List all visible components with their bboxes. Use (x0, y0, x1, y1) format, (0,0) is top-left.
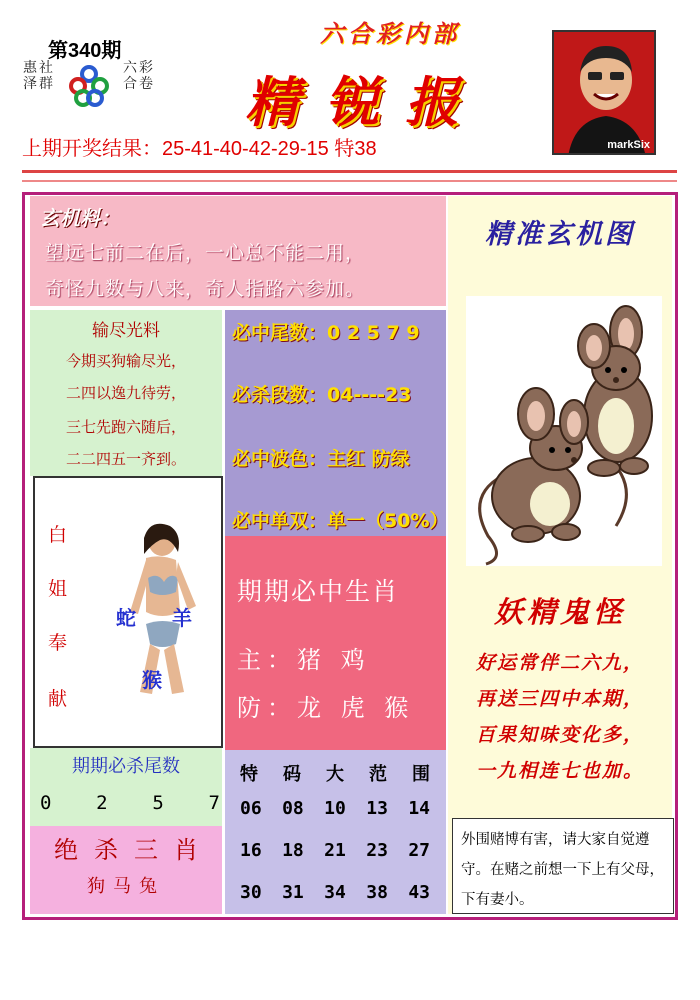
special-number: 06 (240, 798, 262, 819)
gift-char-1: 白 (48, 524, 68, 546)
tail-kill-number: 0 (40, 792, 52, 814)
kill-three-title: 绝杀三肖 (54, 836, 214, 864)
puzzle-picture (466, 296, 662, 566)
pick-segment: 必杀段数：04----23 (232, 384, 412, 406)
special-number: 21 (324, 840, 346, 861)
zodiac-main: 主：猪 鸡 (237, 646, 371, 674)
gift-char-3: 奉 (48, 632, 68, 654)
puzzle-picture-title: 精准玄机图 (485, 219, 635, 250)
logo-text-left-1: 惠泽 (23, 60, 37, 92)
tail-kill-title: 期期必杀尾数 (72, 756, 180, 777)
tail-kill-number: 2 (96, 792, 108, 814)
lose-all-line-4: 二二四五一齐到。 (65, 450, 186, 468)
portrait-icon (554, 32, 656, 155)
header-char: 特 (240, 764, 258, 785)
special-number: 38 (366, 882, 388, 903)
pick-odd-even: 必中单双：单一（50%） (232, 510, 449, 532)
lose-all-line-2: 二四以逸九待劳， (65, 384, 186, 402)
special-number: 27 (408, 840, 430, 861)
special-number: 16 (240, 840, 262, 861)
tail-kill-number: 5 (152, 792, 164, 814)
puzzle-line-3: 百果知味变化多， (475, 724, 644, 746)
riddle-line-2: 奇怪九数与八来，奇人指路六参加。 (45, 278, 366, 300)
zodiac-guard: 防：龙 虎 猴 (237, 694, 415, 722)
special-number: 13 (366, 798, 388, 819)
tail-kill-number: 7 (208, 792, 220, 814)
special-range-header (240, 760, 430, 786)
lose-all-line-1: 今期买狗输尽光， (65, 352, 186, 370)
divider-bottom (22, 180, 677, 182)
header-char: 大 (326, 764, 344, 785)
special-number: 31 (282, 882, 304, 903)
special-number: 34 (324, 882, 346, 903)
riddle-label: 玄机料： (40, 206, 120, 230)
gift-zodiac-1: 蛇 (116, 606, 136, 630)
special-number: 10 (324, 798, 346, 819)
divider-top (22, 170, 677, 173)
special-number: 08 (282, 798, 304, 819)
header-char: 码 (283, 764, 301, 785)
gambling-notice: 外围赌博有害，请大家自觉遵守。在赌之前想一下上有父母，下有妻小。 (452, 818, 674, 914)
header-char: 范 (369, 764, 387, 785)
special-row (240, 798, 430, 819)
puzzle-line-4: 一九相连七也加。 (475, 760, 644, 782)
special-number: 30 (240, 882, 262, 903)
special-number: 18 (282, 840, 304, 861)
host-photo (552, 30, 656, 155)
special-row (240, 882, 430, 903)
issue-number: 第340期 (48, 40, 122, 62)
tail-kill-numbers (40, 792, 220, 814)
logo-text-right-2: 彩卷 (139, 60, 153, 92)
mice-icon (466, 296, 662, 566)
logo-text-left-2: 社群 (39, 60, 53, 92)
gift-zodiac-2: 羊 (172, 606, 192, 630)
lottery-balls-icon (67, 64, 111, 108)
main-title: 精锐报 (245, 70, 485, 134)
lose-all-title: 输尽光料 (92, 321, 160, 341)
last-result: 上期开奖结果：25-41-40-42-29-15 特38 (22, 138, 377, 160)
special-row (240, 840, 430, 861)
photo-label: markSix (607, 139, 650, 151)
gift-char-2: 姐 (48, 578, 68, 600)
pick-tail: 必中尾数：0 2 5 7 9 (232, 322, 420, 344)
puzzle-subtitle: 妖精鬼怪 (493, 595, 626, 629)
puzzle-line-1: 好运常伴二六九， (475, 652, 644, 674)
special-number: 14 (408, 798, 430, 819)
top-title: 六合彩内部 (320, 19, 460, 48)
special-number: 43 (408, 882, 430, 903)
gift-zodiac-3: 猴 (142, 668, 162, 692)
gift-char-4: 献 (48, 688, 68, 710)
puzzle-line-2: 再送三四中本期， (475, 688, 644, 710)
header-char: 围 (412, 764, 430, 785)
lose-all-line-3: 三七先跑六随后， (65, 418, 186, 436)
zodiac-title: 期期必中生肖 (237, 577, 400, 606)
logo-text-right-1: 六合 (123, 60, 137, 92)
special-number: 23 (366, 840, 388, 861)
pick-color: 必中波色：主红 防绿 (232, 448, 410, 470)
kill-three-animals: 狗马兔 (87, 876, 165, 897)
riddle-line-1: 望远七前二在后，一心总不能二用， (45, 242, 366, 264)
logo (22, 56, 157, 116)
